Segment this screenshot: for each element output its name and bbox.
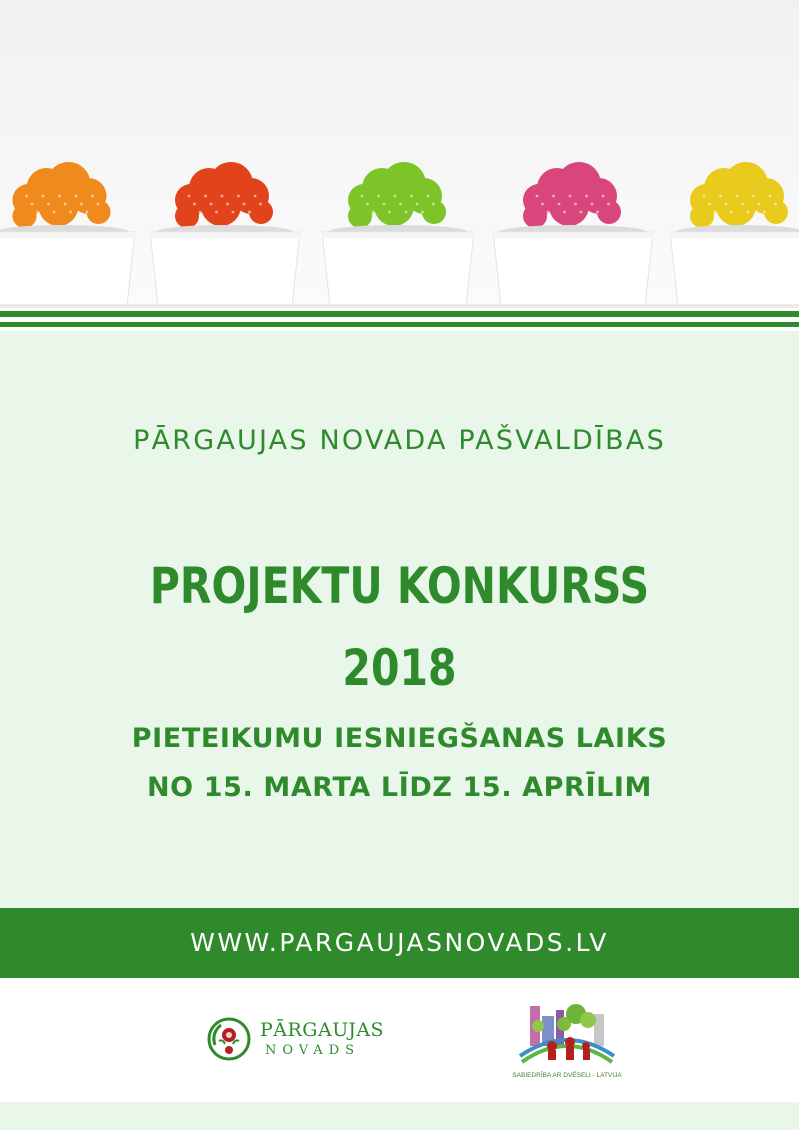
- cactus-spine: [774, 203, 777, 206]
- cactus-spine: [204, 195, 207, 198]
- main-panel: [0, 331, 799, 908]
- cactus-spine: [547, 211, 550, 214]
- cactus-spine: [215, 211, 218, 214]
- cactus-spine: [714, 211, 717, 214]
- sabiedriba-logo: [512, 1000, 622, 1084]
- cactus-spine: [591, 203, 594, 206]
- organizer-subtitle: PĀRGAUJAS NOVADA PAŠVALDĪBAS: [133, 425, 666, 456]
- cactus-spine: [574, 203, 577, 206]
- cactus-spine: [703, 195, 706, 198]
- cactus-spine: [53, 211, 56, 214]
- cactus-spine: [36, 211, 39, 214]
- cactus-spine: [585, 195, 588, 198]
- cactus-spine: [193, 203, 196, 206]
- cactus-spine: [541, 203, 544, 206]
- pargaujas-logo: [205, 1015, 405, 1065]
- cactus-spine: [752, 195, 755, 198]
- cactus-spine: [42, 195, 45, 198]
- logo-subname: NOVADS: [265, 1043, 361, 1058]
- cactus-spine: [708, 203, 711, 206]
- cactus-spine: [199, 211, 202, 214]
- cactus-lobe: [523, 204, 547, 228]
- cactus-spine: [366, 203, 369, 206]
- cactus-lobe: [348, 204, 372, 228]
- cactus-spine: [736, 195, 739, 198]
- cactus-spine: [763, 211, 766, 214]
- cactus-spine: [377, 195, 380, 198]
- flower-pot: [150, 232, 300, 306]
- cactus-lobe: [175, 204, 199, 228]
- cactus-lobe: [13, 204, 37, 228]
- cactus-spine: [232, 211, 235, 214]
- logo-name: PĀRGAUJAS: [260, 1019, 385, 1041]
- cactus-spine: [596, 211, 599, 214]
- cactus-spine: [237, 195, 240, 198]
- pot-rim: [0, 232, 135, 238]
- emblem-icon: [205, 1015, 253, 1063]
- cactus-spine: [399, 203, 402, 206]
- cactus-lobe: [716, 186, 756, 226]
- community-illustration-icon: [512, 1000, 622, 1072]
- pot-rim: [150, 232, 300, 238]
- cactus-spine: [741, 203, 744, 206]
- cactus-spine: [226, 203, 229, 206]
- flower-pot: [670, 232, 799, 306]
- cactus-spine: [758, 203, 761, 206]
- website-band: [0, 908, 799, 978]
- poster-title: PROJEKTU KONKURSS: [149, 557, 650, 615]
- cactus-spine: [86, 211, 89, 214]
- cactus-lobe: [374, 186, 414, 226]
- cactus-spine: [410, 195, 413, 198]
- divider-stripe-top: [0, 311, 799, 317]
- cactus-spine: [580, 211, 583, 214]
- pot-rim: [493, 232, 653, 238]
- cactus-spine: [210, 203, 213, 206]
- cactus-spine: [558, 203, 561, 206]
- cactus-spine: [747, 211, 750, 214]
- bottom-strip: [0, 1102, 799, 1130]
- cactus-spine: [259, 203, 262, 206]
- cactus-spine: [421, 211, 424, 214]
- cactus-spine: [31, 203, 34, 206]
- cactus-spine: [725, 203, 728, 206]
- cactus-photo: [0, 0, 799, 308]
- cactus-spine: [569, 195, 572, 198]
- cactus-lobe: [201, 186, 241, 226]
- cactus-spine: [552, 195, 555, 198]
- cactus-spine: [69, 211, 72, 214]
- cactus-spine: [730, 211, 733, 214]
- cactus-spine: [47, 203, 50, 206]
- cactus-spine: [432, 203, 435, 206]
- cactus-lobe: [549, 186, 589, 226]
- cactus-spine: [188, 195, 191, 198]
- flower-pot: [322, 232, 474, 306]
- divider-stripe-bottom: [0, 322, 799, 327]
- cactus-spine: [372, 211, 375, 214]
- cactus-spine: [607, 203, 610, 206]
- cactus-spine: [64, 203, 67, 206]
- cactus-illustration: [0, 0, 799, 308]
- cactus-spine: [58, 195, 61, 198]
- cactus-spine: [388, 211, 391, 214]
- cactus-spine: [80, 203, 83, 206]
- cactus-spine: [361, 195, 364, 198]
- logo-caption: SABIEDRĪBA AR DVĒSELI - LATVIJA: [512, 1072, 622, 1079]
- cactus-spine: [75, 195, 78, 198]
- cactus-spine: [563, 211, 566, 214]
- pot-rim: [322, 232, 474, 238]
- cactus-spine: [536, 195, 539, 198]
- submission-label: PIETEIKUMU IESNIEGŠANAS LAIKS: [131, 723, 668, 754]
- cactus-spine: [602, 195, 605, 198]
- cactus-spine: [394, 195, 397, 198]
- cactus-spine: [427, 195, 430, 198]
- cactus-spine: [405, 211, 408, 214]
- cactus-spine: [416, 203, 419, 206]
- cactus-spine: [769, 195, 772, 198]
- cactus-spine: [221, 195, 224, 198]
- flower-pot: [0, 232, 135, 306]
- cactus-lobe: [690, 204, 714, 228]
- cactus-spine: [91, 195, 94, 198]
- cactus-spine: [243, 203, 246, 206]
- cactus-lobe: [39, 186, 79, 226]
- cactus-spine: [254, 195, 257, 198]
- submission-dates: NO 15. MARTA LĪDZ 15. APRĪLIM: [146, 772, 653, 803]
- cactus-spine: [248, 211, 251, 214]
- shelf: [0, 304, 799, 308]
- cactus-spine: [25, 195, 28, 198]
- cactus-spine: [719, 195, 722, 198]
- flower-pot: [493, 232, 653, 306]
- website-link[interactable]: WWW.PARGAUJASNOVADS.LV: [190, 928, 609, 957]
- cactus-spine: [383, 203, 386, 206]
- poster-year: 2018: [342, 639, 457, 697]
- pot-rim: [670, 232, 799, 238]
- cactus-spine: [97, 203, 100, 206]
